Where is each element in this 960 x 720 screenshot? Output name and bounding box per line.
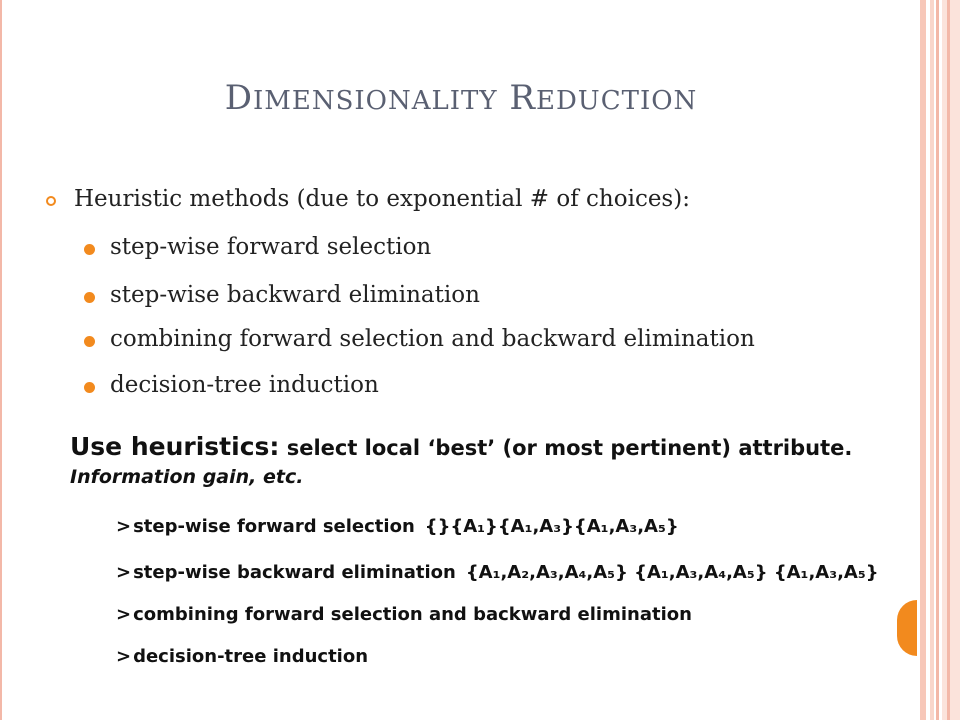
figure-item — [116, 516, 679, 537]
dot-bullet-icon — [84, 382, 95, 393]
figure-heading-lead: Use heuristics: — [70, 432, 280, 461]
title-rest: EDUCTION — [535, 86, 698, 116]
bullet-heading — [74, 186, 690, 212]
dot-bullet-icon — [84, 336, 95, 347]
list-item-text: step-wise forward selection — [110, 234, 432, 260]
arrow-icon: > — [116, 562, 132, 583]
figure-item-label: step-wise backward elimination — [133, 562, 456, 583]
title-cap: R — [509, 78, 536, 118]
decorative-tab — [897, 600, 917, 656]
slide-title — [2, 78, 920, 118]
figure-subheading: Information gain, etc. — [70, 466, 304, 488]
figure-item — [116, 646, 368, 667]
list-item — [110, 234, 431, 260]
decorative-stripe — [930, 0, 934, 720]
dot-bullet-icon — [84, 292, 95, 303]
bullet-heading-text: Heuristic methods (due to exponential # of choices): — [74, 186, 690, 212]
ring-bullet-icon — [46, 196, 56, 206]
figure-item-label: step-wise forward selection — [133, 516, 415, 537]
decorative-stripe — [942, 0, 960, 720]
figure-item-label: decision-tree induction — [133, 646, 369, 667]
list-item-text: step-wise backward elimination — [110, 282, 480, 308]
list-item — [110, 326, 755, 352]
figure-heading-rest: select local ‘best’ (or most pertinent) attribute. — [286, 436, 853, 460]
heuristics-figure — [64, 428, 894, 678]
list-item — [110, 372, 379, 398]
title-cap: D — [224, 78, 253, 118]
decorative-stripe — [920, 0, 926, 720]
figure-item-sequence: {}{A₁}{A₁,A₃}{A₁,A₃,A₅} — [424, 516, 679, 537]
list-item-text: decision-tree induction — [110, 372, 379, 398]
figure-heading — [70, 432, 852, 461]
arrow-icon: > — [116, 604, 132, 625]
decorative-stripe — [936, 0, 939, 720]
figure-item-sequence: {A₁,A₂,A₃,A₄,A₅} {A₁,A₃,A₄,A₅} {A₁,A₃,A₅} — [465, 562, 879, 583]
title-rest: IMENSIONALITY — [252, 86, 498, 116]
figure-item-label: combining forward selection and backward elimination — [133, 604, 692, 625]
decorative-stripe — [947, 0, 950, 720]
list-item-text: combining forward selection and backward elimination — [110, 326, 755, 352]
arrow-icon: > — [116, 646, 132, 667]
figure-item — [116, 604, 692, 625]
list-item — [110, 282, 480, 308]
arrow-icon: > — [116, 516, 132, 537]
dot-bullet-icon — [84, 244, 95, 255]
figure-item — [116, 562, 879, 583]
